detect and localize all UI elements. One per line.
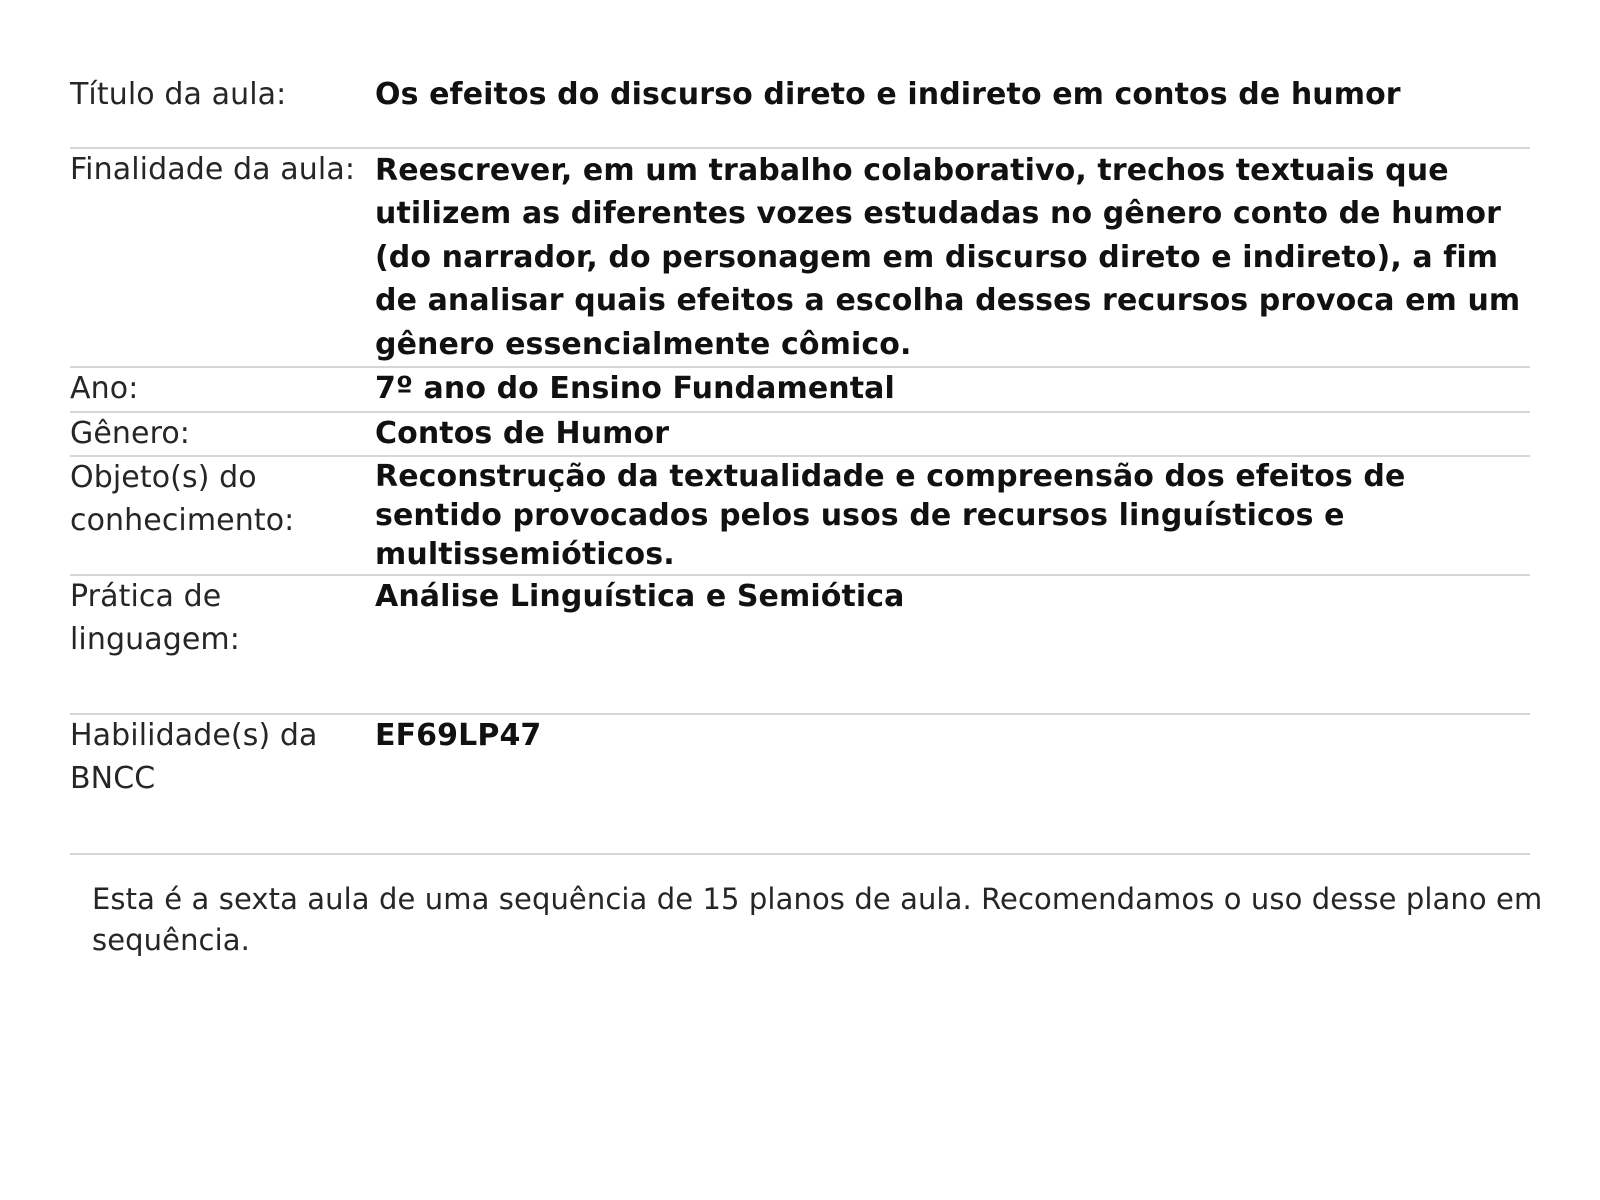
table-row <box>70 367 1530 412</box>
table-row <box>70 148 1530 368</box>
row-value-pratica-de-linguagem: Análise Linguística e Semiótica <box>375 579 905 615</box>
row-value-titulo-da-aula: Os efeitos do discurso direto e indireto em contos de humor <box>375 77 1401 112</box>
table-row <box>70 714 1530 853</box>
row-value-objetos-do-conhecimento: Reconstrução da textualidade e compreensão dos efeitos de sentido provocados pelos usos de recursos linguísticos e multissemióticos. <box>375 459 1406 573</box>
row-label-ano: Ano: <box>70 371 139 407</box>
row-label-titulo-da-aula: Título da aula: <box>70 77 287 112</box>
row-value-genero: Contos de Humor <box>375 415 670 451</box>
row-label-finalidade-da-aula: Finalidade da aula: <box>70 151 356 187</box>
sequence-footnote: Esta é a sexta aula de uma sequência de 15 planos de aula. Recomendamos o uso desse plano em sequência. <box>92 881 1543 957</box>
row-label-pratica-de-linguagem: Prática de linguagem: <box>70 579 240 657</box>
row-value-habilidades-da-bncc: EF69LP47 <box>375 718 542 754</box>
row-label-genero: Gênero: <box>70 415 191 451</box>
table-row <box>70 575 1530 714</box>
row-label-habilidades-da-bncc: Habilidade(s) da BNCC <box>70 718 318 797</box>
row-label-objetos-do-conhecimento: Objeto(s) do conhecimento: <box>70 460 295 538</box>
row-value-ano: 7º ano do Ensino Fundamental <box>375 371 895 407</box>
table-row <box>70 412 1530 457</box>
table-row <box>70 456 1530 575</box>
lesson-plan-table <box>70 48 1530 855</box>
table-row <box>70 48 1530 148</box>
row-value-finalidade-da-aula: Reescrever, em um trabalho colaborativo, trechos textuais que utilizem as diferentes vozes estudadas no gênero conto de humor (do narrador, do personagem em discurso direto e indireto), a fim de analisar quais efeitos a escolha desses recursos provoca em um gênero essencialmente cômico. <box>375 152 1521 362</box>
